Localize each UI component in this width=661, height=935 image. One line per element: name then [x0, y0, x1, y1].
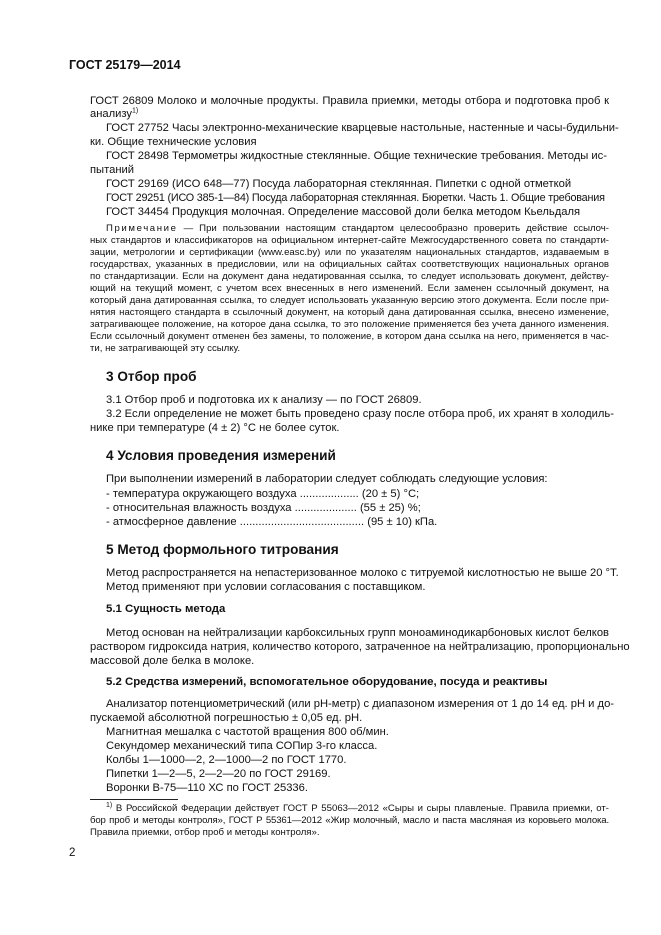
section-4-title: 4 Условия проведения измерений [106, 448, 336, 463]
footnote-mark: 1) [106, 801, 113, 809]
section-5-title: 5 Метод формольного титрования [106, 542, 339, 557]
subsection-5-1-title: 5.1 Сущность метода [106, 603, 226, 615]
footnote-ref-mark: 1) [132, 107, 139, 115]
note-line: ти, не затрагивающей эту ссылку. [90, 343, 241, 354]
page-number: 2 [69, 847, 76, 859]
condition-value: (20 ± 5) °С; [361, 488, 420, 500]
note-line: по стандартизации. Если на документ дана недатированная ссылка, то следует использовать документ, действу- [90, 271, 609, 282]
section-3-paragraph: 3.2 Если определение не может быть проведено сразу после отбора проб, их хранят в холодиль- [106, 408, 614, 420]
subsection-5-1-paragraph: массовой доле белка в молоке. [90, 655, 255, 667]
footnote-line: Правила приемки, отбор проб и методы контроля». [90, 827, 320, 838]
reference-line: пытаний [90, 164, 134, 176]
subsection-5-2-paragraph: пускаемой абсолютной погрешностью ± 0,05 ед. рН. [90, 712, 363, 724]
condition-row [106, 501, 421, 515]
leader-dots: ................... [296, 488, 359, 500]
reference-line: ГОСТ 26809 Молоко и молочные продукты. Правила приемки, методы отбора и подготовка проб к [90, 95, 609, 107]
section-5-paragraph: Метод распространяется на непастеризованное молоко с титруемой кислотностью не выше 20 °Т. [106, 567, 619, 579]
subsection-5-2-title: 5.2 Средства измерений, вспомогательное оборудование, посуда и реактивы [106, 676, 548, 688]
leader-dots: .................... [291, 502, 357, 514]
equipment-item: Секундомер механический типа СОПир 3-го класса. [106, 740, 378, 752]
condition-value: (55 ± 25) %; [359, 502, 421, 514]
condition-label: - атмосферное давление [106, 516, 237, 528]
note-line: Если ссылочный документ отменен без замены, то положение, в котором дана ссылка на него, применяется в час- [90, 331, 609, 342]
reference-line: ки. Общие технические условия [90, 136, 257, 148]
note-line: ных стандартов и классификаторов на официальном интернет-сайте Межгосударственного совета по стандарти- [90, 235, 609, 246]
document-header: ГОСТ 25179—2014 [69, 58, 181, 72]
equipment-item: Пипетки 1—2—5, 2—2—20 по ГОСТ 29169. [106, 768, 331, 780]
note-line: который дана датированная ссылка, то следует использовать указанную версию этого документа. Если после при- [90, 295, 609, 306]
section-4-intro: При выполнении измерений в лаборатории следует соблюдать следующие условия: [106, 473, 548, 485]
equipment-item: Воронки В-75—110 ХС по ГОСТ 25336. [106, 782, 308, 794]
note-line: государствах, указанных в предисловии, или на официальных сайтах соответствующих национальных органов [90, 259, 609, 270]
reference-line: ГОСТ 29251 (ИСО 385-1—84) Посуда лабораторная стеклянная. Бюретки. Часть 1. Общие требования [106, 192, 605, 204]
equipment-item: Колбы 1—1000—2, 2—1000—2 по ГОСТ 1770. [106, 754, 347, 766]
note-label: Примечание [106, 223, 178, 234]
condition-label: - температура окружающего воздуха [106, 488, 297, 500]
condition-row [106, 487, 419, 501]
leader-dots: ........................................ [236, 516, 365, 528]
footnote-line: бор проб и методы контроля», ГОСТ Р 55361—2012 «Жир молочный, масло и паста масляная из коровьего молока. [90, 815, 609, 826]
note-line: ющий на текущий момент, с учетом всех внесенных в него изменений. Если заменен ссылочный документ, на [90, 283, 609, 294]
condition-label: - относительная влажность воздуха [106, 502, 292, 514]
subsection-5-1-paragraph: раствором гидроксида натрия, количество которого, затраченное на нейтрализацию, пропорционально [90, 641, 630, 653]
section-3-paragraph: нике при температуре (4 ± 2) °С не более суток. [90, 422, 340, 434]
reference-line: анализу$^{1)}$ [90, 107, 139, 120]
footnote-line: $^{1)}$ В Российской Федерации действует ГОСТ Р 55063—2012 «Сыры и сыры плавленые. Правила приемки, от- [106, 801, 609, 814]
equipment-item: Магнитная мешалка с частотой вращения 800 об/мин. [106, 726, 389, 738]
subsection-5-2-paragraph: Анализатор потенциометрический (или рН-метр) с диапазоном измерения от 1 до 14 ед. рН и до- [106, 698, 615, 710]
section-3-title: 3 Отбор проб [106, 369, 197, 384]
reference-line: ГОСТ 29169 (ИСО 648—77) Посуда лабораторная стеклянная. Пипетки с одной отметкой [106, 178, 572, 190]
condition-row [106, 515, 437, 529]
note-line: затрагивающее положение, на которое дана ссылка, то это положение применяется без учета данного изменения. [90, 319, 609, 330]
condition-value: (95 ± 10) кПа. [367, 516, 438, 528]
section-3-paragraph: 3.1 Отбор проб и подготовка их к анализу — по ГОСТ 26809. [106, 394, 422, 406]
footnote-divider [90, 799, 178, 800]
section-5-paragraph: Метод применяют при условии согласования с поставщиком. [106, 581, 426, 593]
subsection-5-1-paragraph: Метод основан на нейтрализации карбоксильных групп моноаминодикарбоновых кислот белков [106, 627, 609, 639]
reference-line: ГОСТ 27752 Часы электронно-механические кварцевые настольные, настенные и часы-будильни- [106, 122, 619, 134]
note-line: зации, метрологии и сертификации (www.easc.by) или по указателям национальных стандартов, издаваемым в [90, 247, 609, 258]
note-first-line: Примечание — При пользовании настоящим стандартом целесообразно проверить действие ссылоч- [106, 223, 609, 234]
reference-line: ГОСТ 28498 Термометры жидкостные стеклянные. Общие технические требования. Методы ис- [106, 150, 607, 162]
reference-line: ГОСТ 34454 Продукция молочная. Определение массовой доли белка методом Кьельдаля [106, 206, 581, 218]
note-line: нятия настоящего стандарта в ссылочный документ, на который дана датированная ссылка, внесено изменение, [90, 307, 609, 318]
